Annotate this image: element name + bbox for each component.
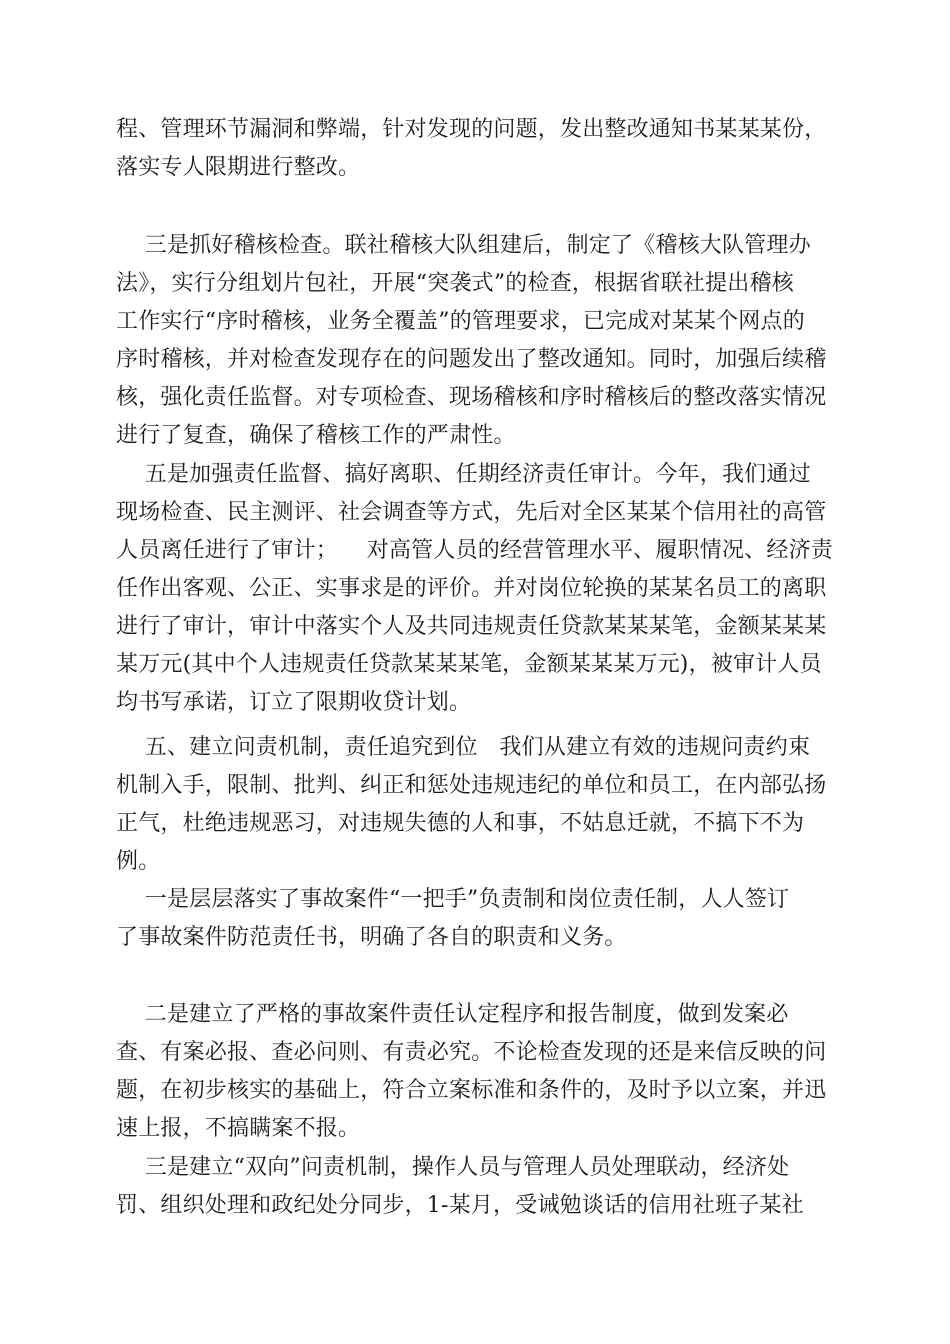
paragraph-line: 三是抓好稽核检查。联社稽核大队组建后，制定了《稽核大队管理办 [116, 233, 811, 258]
paragraph-2 [116, 227, 836, 455]
paragraph-line: 罚、组织处理和政纪处分同步，1-某月，受诫勉谈话的信用社班子某社 [116, 1193, 804, 1218]
paragraph-line: 五、建立问责机制，责任追究到位 我们从建立有效的违规问责约束 [116, 735, 811, 760]
paragraph-7 [116, 1149, 836, 1225]
paragraph-line: 法》，实行分组划片包社，开展“突袭式”的检查，根据省联社提出稽核 [116, 271, 794, 296]
paragraph-line: 人员离任进行了审计； 对高管人员的经营管理水平、履职情况、经济责 [116, 538, 833, 563]
paragraph-line: 五是加强责任监督、搞好离职、任期经济责任审计。今年，我们通过 [116, 462, 811, 487]
paragraph-3 [116, 456, 836, 722]
paragraph-line: 速上报，不搞瞒案不报。 [116, 1116, 361, 1141]
paragraph-line: 查、有案必报、查必问则、有责必究。不论检查发现的还是来信反映的问 [116, 1040, 827, 1065]
paragraph-line: 正气，杜绝违规恶习，对违规失德的人和事，不姑息迁就，不搞下不为 [116, 811, 805, 836]
paragraph-line: 了事故案件防范责任书，明确了各自的职责和义务。 [116, 925, 627, 950]
paragraph-line: 进行了审计，审计中落实个人及共同违规责任贷款某某某笔，金额某某某 [116, 614, 827, 639]
paragraph-line: 工作实行“序时稽核，业务全覆盖”的管理要求，已完成对某某个网点的 [116, 309, 805, 334]
paragraph-line: 核，强化责任监督。对专项检查、现场稽核和序时稽核后的整改落实情况 [116, 385, 827, 410]
paragraph-line: 例。 [116, 849, 161, 874]
paragraph-line: 现场检查、民主测评、社会调查等方式，先后对全区某某个信用社的高管 [116, 500, 827, 525]
paragraph-line: 二是建立了严格的事故案件责任认定程序和报告制度，做到发案必 [116, 1002, 789, 1027]
paragraph-line: 任作出客观、公正、实事求是的评价。并对岗位轮换的某某名员工的离职 [116, 576, 827, 601]
paragraph-5 [116, 881, 836, 957]
paragraph-line: 一是层层落实了事故案件“一把手”负责制和岗位责任制，人人签订 [116, 887, 790, 912]
paragraph-line: 进行了复查，确保了稽核工作的严肃性。 [116, 423, 516, 448]
section-five-heading-paragraph [116, 729, 836, 881]
paragraph-line: 序时稽核，并对检查发现存在的问题发出了整改通知。同时，加强后续稽 [116, 347, 827, 372]
paragraph-6 [116, 996, 836, 1148]
paragraph-line: 题，在初步核实的基础上，符合立案标准和条件的，及时予以立案，并迅 [116, 1078, 827, 1103]
paragraph-line: 某万元(其中个人违规责任贷款某某某笔，金额某某某万元)，被审计人员 [116, 652, 822, 677]
paragraph-line: 程、管理环节漏洞和弊端，针对发现的问题，发出整改通知书某某某份， [116, 117, 827, 142]
paragraph-line: 机制入手，限制、批判、纠正和惩处违规违纪的单位和员工，在内部弘扬 [116, 773, 827, 798]
paragraph-line: 三是建立“双向”问责机制，操作人员与管理人员处理联动，经济处 [116, 1155, 790, 1180]
paragraph-line: 均书写承诺，订立了限期收贷计划。 [116, 690, 472, 715]
paragraph-line: 落实专人限期进行整改。 [116, 155, 361, 180]
paragraph-1 [116, 111, 836, 187]
